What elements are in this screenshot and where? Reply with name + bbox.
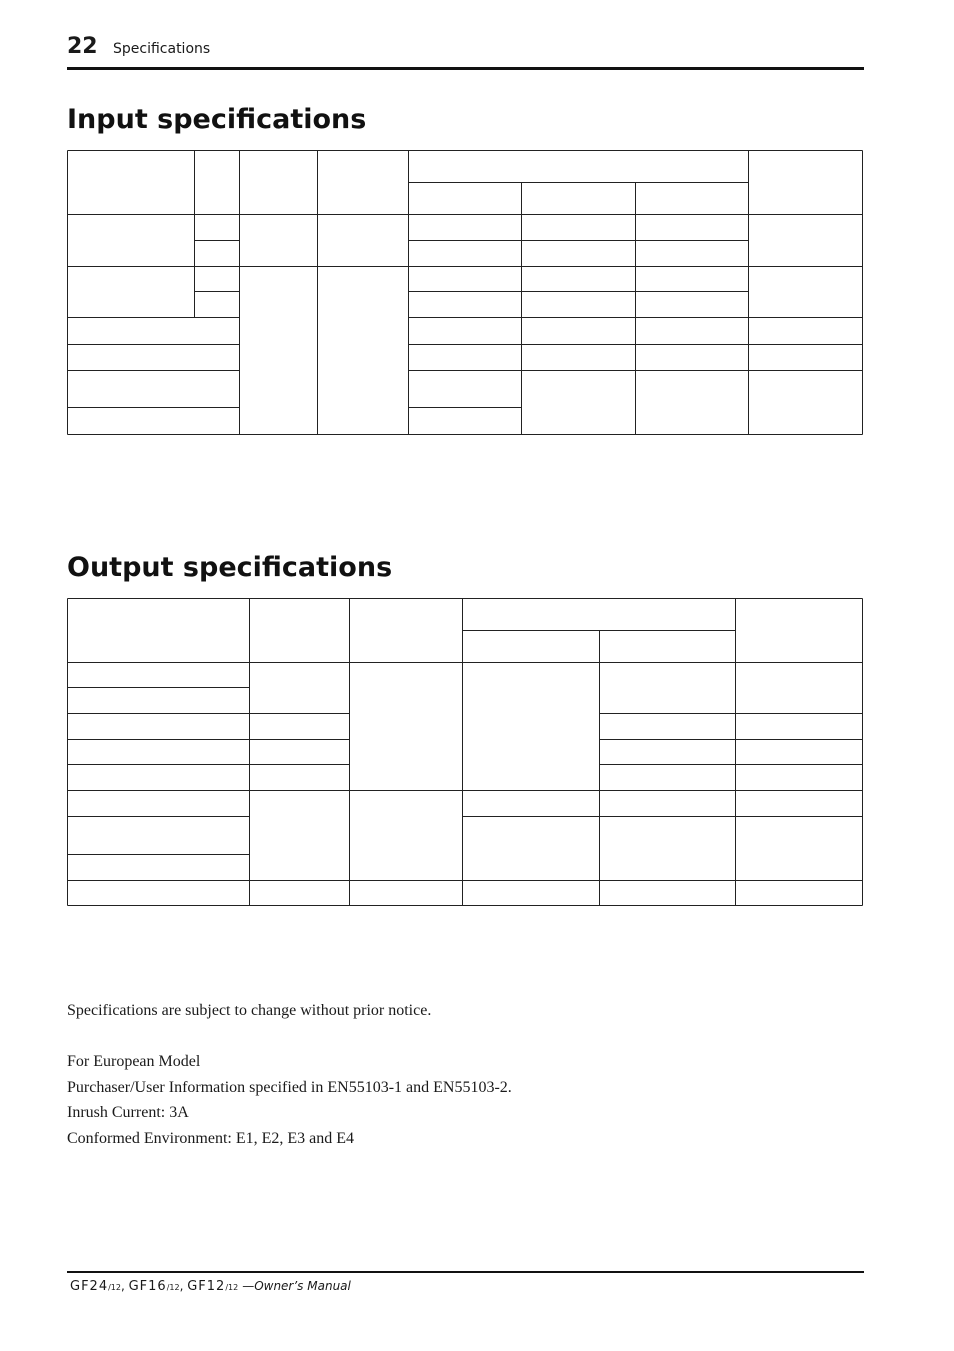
inrush-current-text: Inrush Current: 3A xyxy=(67,1104,189,1121)
running-header: Specifications xyxy=(113,41,211,57)
european-model-heading: For European Model xyxy=(67,1053,201,1070)
footer: GF24/12, GF16/12, GF12/12 —Owner’s Manual xyxy=(70,1279,351,1294)
model-gf16: GF16 xyxy=(128,1279,167,1294)
page-number: 22 xyxy=(67,34,98,59)
model-gf24: GF24 xyxy=(70,1279,109,1294)
notice-text: Specifications are subject to change without prior notice. xyxy=(67,1002,432,1019)
notes-block xyxy=(67,998,512,1151)
model-gf12: GF12 xyxy=(187,1279,226,1294)
environment-text: Conformed Environment: E1, E2, E3 and E4 xyxy=(67,1129,355,1147)
manual-label: —Owner’s Manual xyxy=(242,1279,351,1293)
input-spec-title: Input specifications xyxy=(67,104,367,135)
output-spec-title: Output specifications xyxy=(67,552,393,583)
purchaser-info-text: Purchaser/User Information specified in EN55103-1 and EN55103-2. xyxy=(67,1078,512,1096)
footer-rule xyxy=(67,1271,864,1273)
